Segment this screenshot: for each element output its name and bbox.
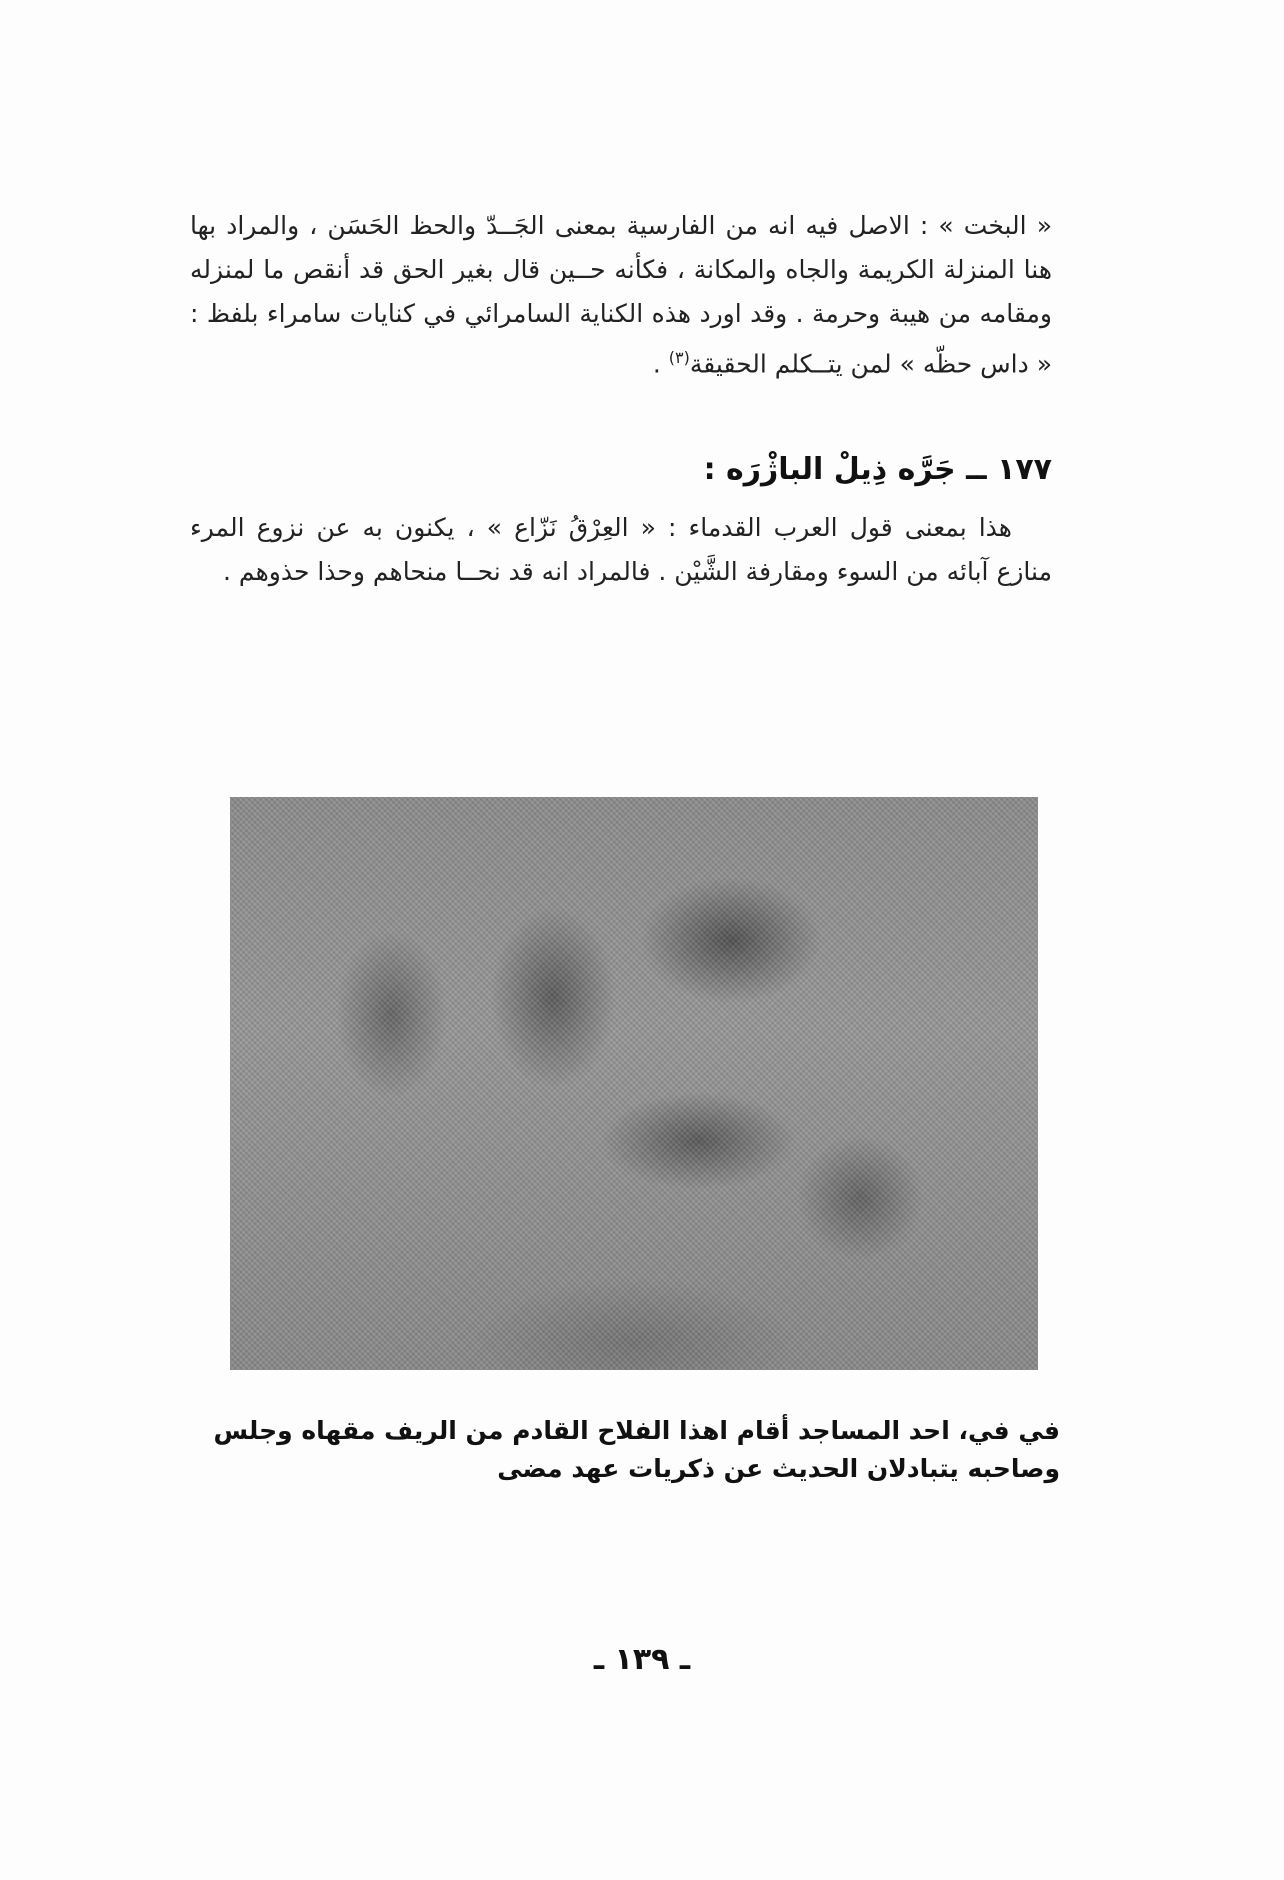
- paragraph-text: « البخت » : الاصل فيه انه من الفارسية بمعنى الجَــدّ والحظ الحَسَن ، والمراد بها هنا المنزلة الكريمة والجاه والمكانة ، فكأنه حــين قال بغير الحق قد أنقص ما لمنزله ومقامه من هيبة وحرمة . وقد اورد هذه الكناية السامرائي في كنايات سامراء بلفظ : « داس حظّه » لمن يتــكلم الحقيقة: [190, 211, 1052, 379]
- paragraph-bakht: [190, 204, 1052, 386]
- halftone-photograph: [230, 797, 1038, 1370]
- caption-line-1: في في، احد المساجد أقام اهذا الفلاح القادم من الريف مقهاه وجلس: [213, 1416, 1060, 1445]
- page-number: ـ ١٣٩ ـ: [593, 1642, 691, 1677]
- entry-heading: [704, 452, 1052, 487]
- paragraph-text: هذا بمعنى قول العرب القدماء : « العِرْقُ نَزّاع » ، يكنون به عن نزوع المرء منازع آبائه من السوء ومقارفة الشَّيْن . فالمراد انه قد نحــا منحاهم وحذا حذوهم .: [190, 513, 1052, 586]
- entry-title: جَرَّه ذِيلْ الباژْرَه :: [703, 452, 956, 487]
- paragraph-end: .: [652, 349, 669, 379]
- footnote-reference: (٣): [668, 348, 690, 367]
- entry-number: ١٧٧: [997, 452, 1052, 487]
- entry-separator: ــ: [966, 452, 987, 487]
- paragraph-entry-177: [190, 506, 1052, 594]
- caption-line-2: وصاحبه يتبادلان الحديث عن ذكريات عهد مضى: [497, 1454, 1060, 1483]
- photo-caption: [190, 1412, 1060, 1488]
